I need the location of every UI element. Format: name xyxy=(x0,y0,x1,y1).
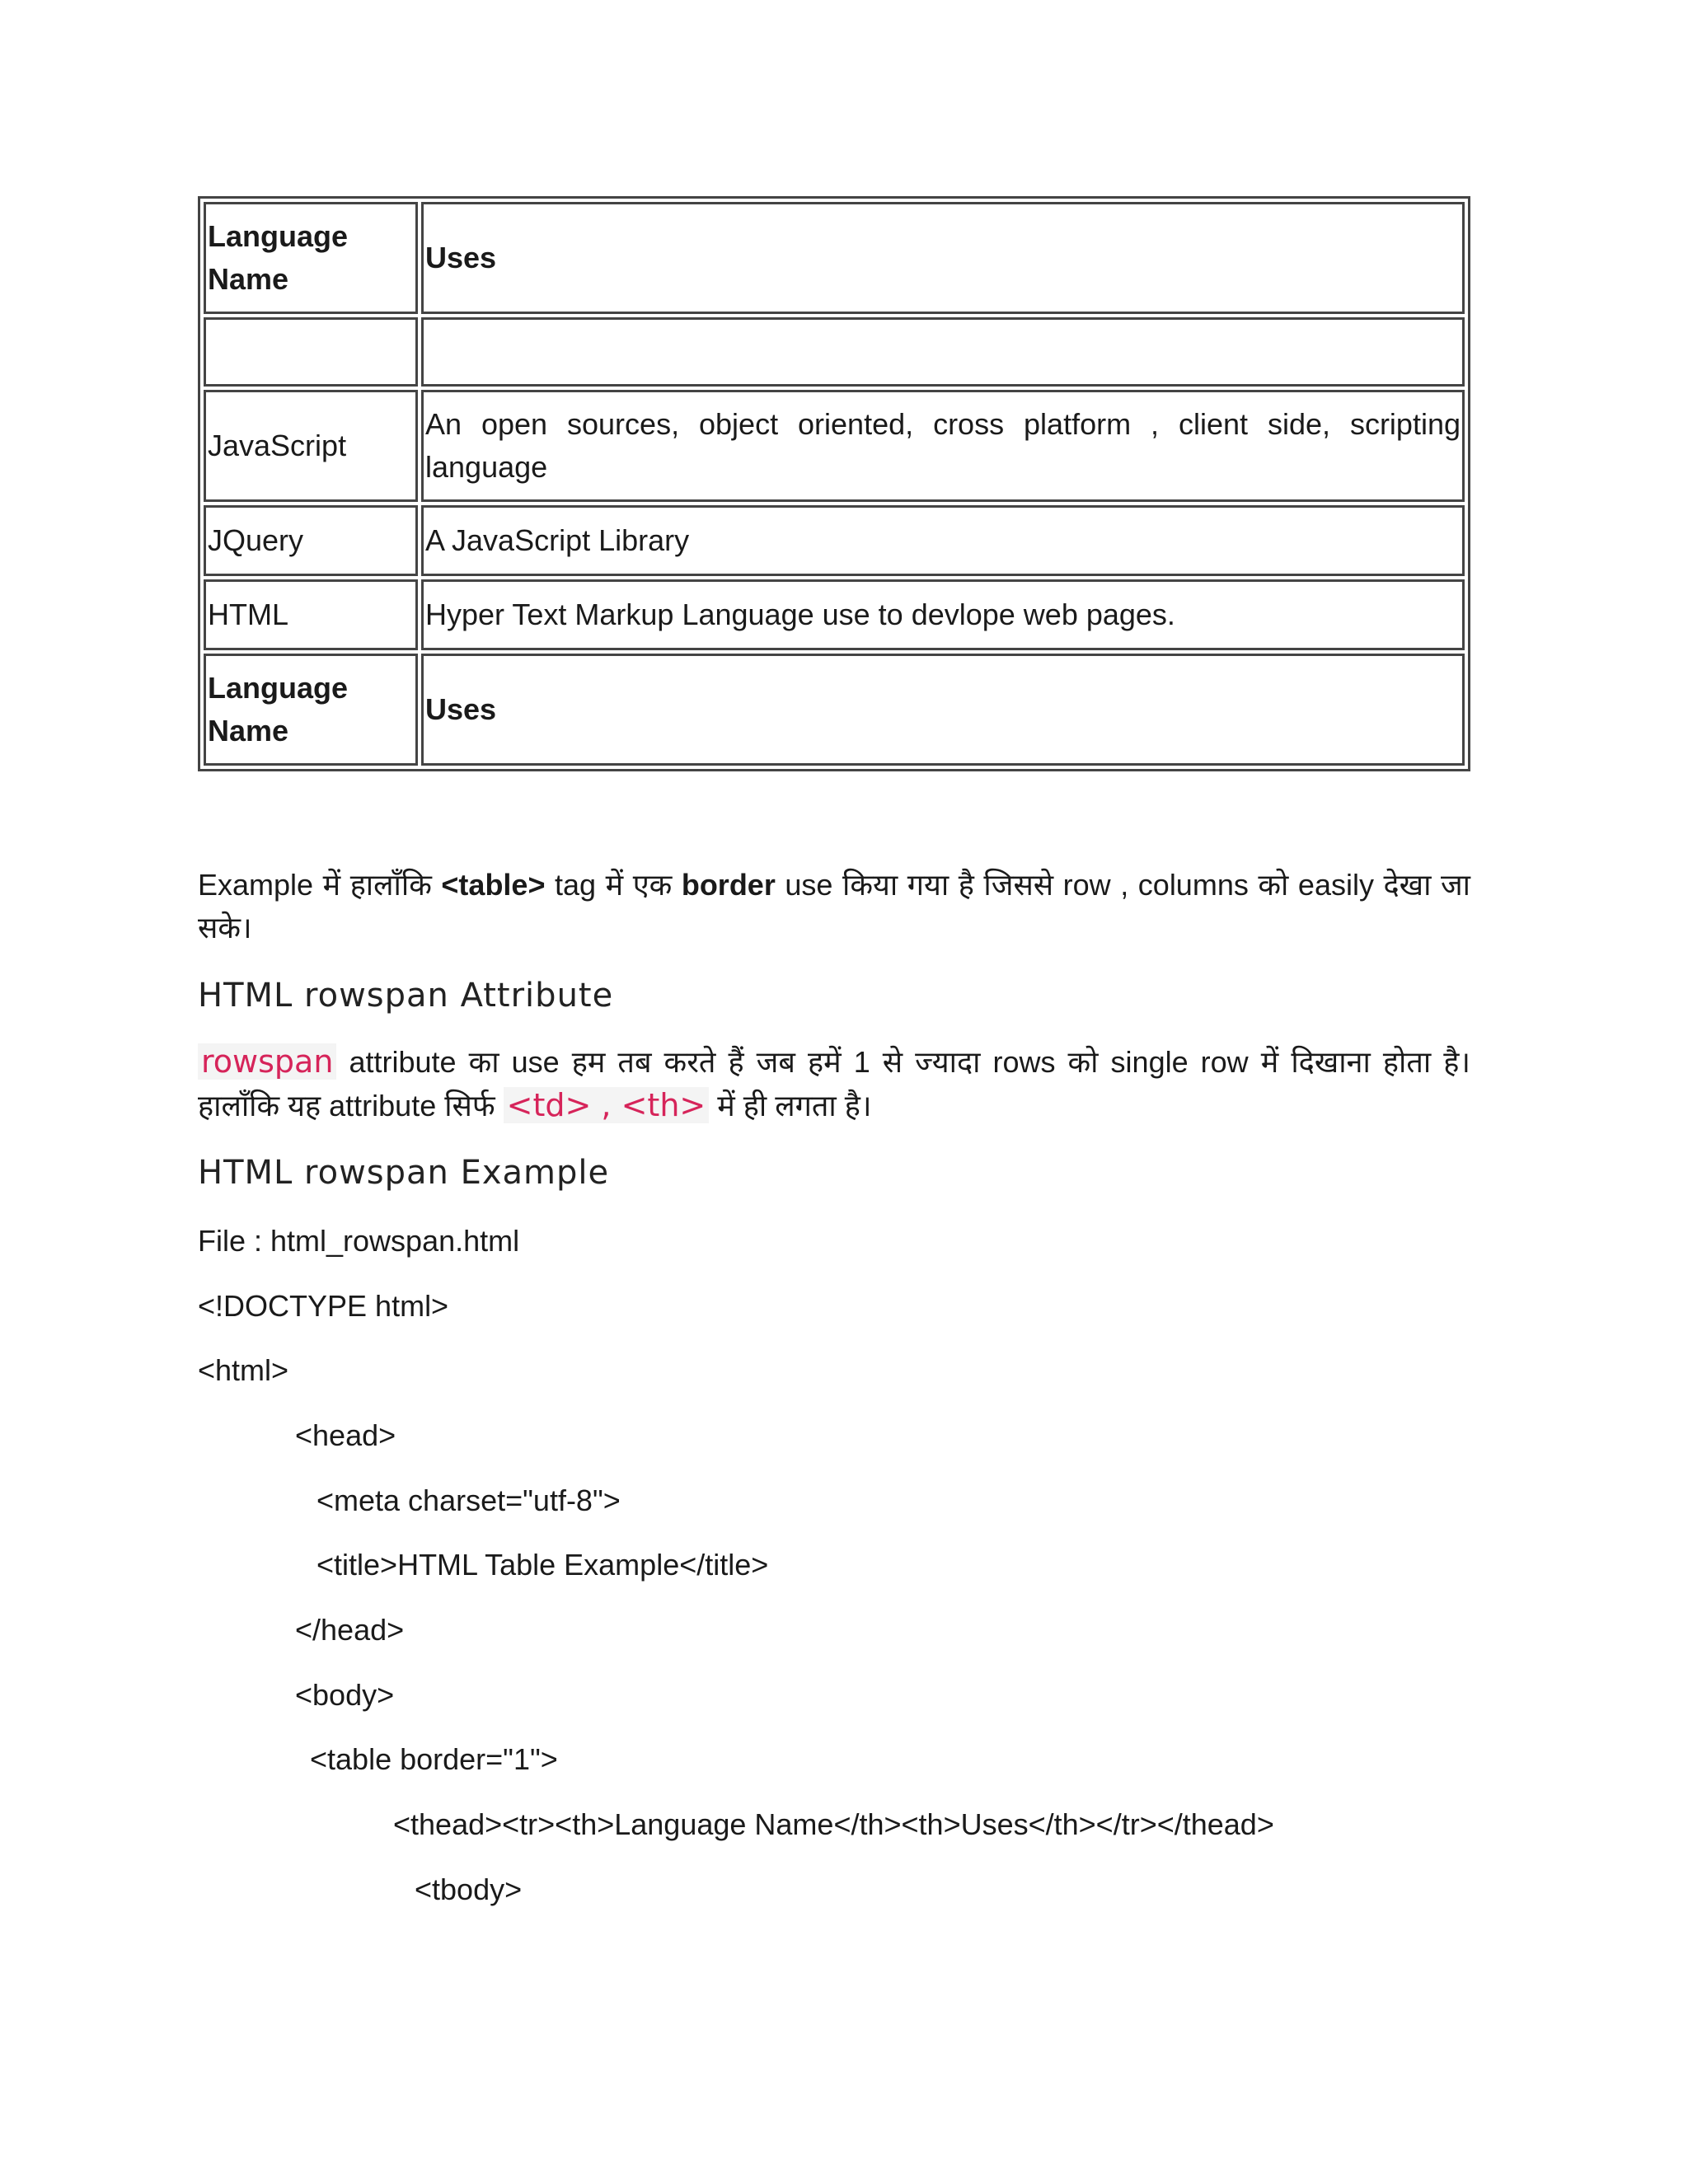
code-line: <!DOCTYPE html> xyxy=(198,1289,449,1323)
table-cell-uses: An open sources, object oriented, cross platform , client side, scripting language xyxy=(421,390,1465,502)
languages-table xyxy=(198,196,1470,771)
table-footer-header-row xyxy=(204,654,1465,766)
inline-code-td-th: <td> , <th> xyxy=(504,1087,710,1123)
table-cell-uses: Hyper Text Markup Language use to devlope web pages. xyxy=(421,579,1465,650)
code-line: <title>HTML Table Example</title> xyxy=(316,1548,769,1582)
code-line: <table border="1"> xyxy=(310,1742,558,1776)
table-cell-language: JQuery xyxy=(204,505,418,576)
bold-text-border: border xyxy=(681,868,776,902)
table-cell xyxy=(421,317,1465,387)
table-row xyxy=(204,505,1465,576)
code-line: <body> xyxy=(295,1678,395,1712)
code-line: <head> xyxy=(295,1418,396,1452)
footer-cell-language-name: Language Name xyxy=(204,654,418,766)
inline-code-rowspan: rowspan xyxy=(198,1043,336,1080)
code-line: <meta charset="utf-8"> xyxy=(316,1483,621,1517)
code-line: </head> xyxy=(295,1613,405,1647)
table-cell xyxy=(204,317,418,387)
footer-cell-uses: Uses xyxy=(421,654,1465,766)
header-cell-language-name: Language Name xyxy=(204,202,418,314)
table-cell-language: JavaScript xyxy=(204,390,418,502)
table-cell-uses: A JavaScript Library xyxy=(421,505,1465,576)
paragraph-table-border-note xyxy=(198,864,1470,949)
file-label: File : html_rowspan.html xyxy=(198,1224,520,1258)
table-row xyxy=(204,579,1465,650)
code-line: <thead><tr><th>Language Name</th><th>Uses</th></tr></thead> xyxy=(393,1807,1274,1841)
table-row-empty xyxy=(204,317,1465,387)
text-span: Example में हालाँकि xyxy=(198,868,442,902)
heading-rowspan-example: HTML rowspan Example xyxy=(198,1154,610,1192)
code-line: <tbody> xyxy=(415,1872,523,1906)
text-span: में ही लगता है। xyxy=(709,1089,872,1122)
table-header-row xyxy=(204,202,1465,314)
header-cell-uses: Uses xyxy=(421,202,1465,314)
code-line: <html> xyxy=(198,1353,289,1387)
text-span: use किया गया है जिससे row , columns को easily देखा जा सके। xyxy=(198,868,1470,944)
bold-text-table-tag: <table> xyxy=(441,868,546,902)
text-span: attribute का use हम तब करते हैं जब हमें 1 से ज्यादा rows को single row में दिखाना होता है। हालाँकि यह attribute सिर्फ xyxy=(198,1045,1470,1122)
table-cell-language: HTML xyxy=(204,579,418,650)
heading-rowspan-attribute: HTML rowspan Attribute xyxy=(198,977,614,1015)
text-span: tag में एक xyxy=(545,868,682,902)
paragraph-rowspan-description xyxy=(198,1040,1470,1127)
table-row xyxy=(204,390,1465,502)
